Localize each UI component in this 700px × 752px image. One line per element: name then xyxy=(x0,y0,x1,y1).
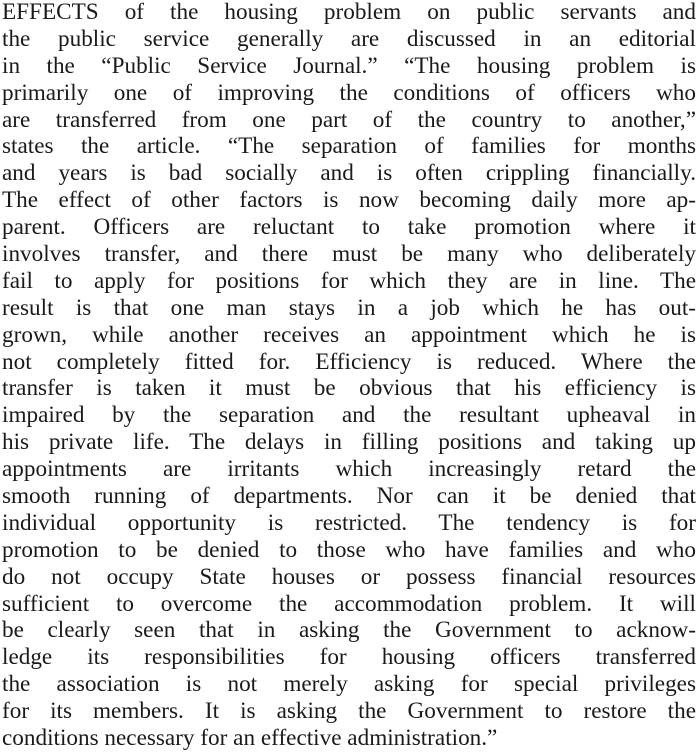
article-line: fail to apply for positions for which they are in line. The xyxy=(2,267,696,294)
article-line: conditions necessary for an effective administration.” xyxy=(2,725,498,752)
article-line: EFFECTS of the housing problem on public servants and xyxy=(2,0,696,25)
article-body xyxy=(2,0,696,752)
article-line: smooth running of departments. Nor can it be denied that xyxy=(2,483,696,510)
article-line: be clearly seen that in asking the Government to acknow- xyxy=(2,617,696,644)
article-line: impaired by the separation and the resultant upheaval in xyxy=(2,402,696,429)
article-line: result is that one man stays in a job which he has out- xyxy=(2,294,696,321)
article-line: are transferred from one part of the country to another,” xyxy=(2,106,696,133)
article-line: the association is not merely asking for special privileges xyxy=(2,671,696,698)
article-line: primarily one of improving the conditions of officers who xyxy=(2,79,696,106)
article-line: his private life. The delays in filling positions and taking up xyxy=(2,429,696,456)
article-line: the public service generally are discussed in an editorial xyxy=(2,25,696,52)
article-line: The effect of other factors is now becoming daily more ap- xyxy=(2,187,696,214)
article-line: ledge its responsibilities for housing officers transferred xyxy=(2,644,696,671)
article-line: promotion to be denied to those who have families and who xyxy=(2,536,696,563)
article-line: parent. Officers are reluctant to take promotion where it xyxy=(2,214,696,241)
article-line: states the article. “The separation of families for months xyxy=(2,133,696,160)
article-line: not completely fitted for. Efficiency is reduced. Where the xyxy=(2,348,696,375)
article-line: transfer is taken it must be obvious that his efficiency is xyxy=(2,375,696,402)
article-line: individual opportunity is restricted. The tendency is for xyxy=(2,509,696,536)
article-line: sufficient to overcome the accommodation problem. It will xyxy=(2,590,696,617)
article-line: in the “Public Service Journal.” “The housing problem is xyxy=(2,52,696,79)
article-line: involves transfer, and there must be many who deliberately xyxy=(2,241,696,268)
article-line: appointments are irritants which increasingly retard the xyxy=(2,456,696,483)
article-line: for its members. It is asking the Government to restore the xyxy=(2,698,696,725)
article-line: do not occupy State houses or possess financial resources xyxy=(2,563,696,590)
article-line: grown, while another receives an appointment which he is xyxy=(2,321,696,348)
article-line: and years is bad socially and is often crippling financially. xyxy=(2,160,696,187)
